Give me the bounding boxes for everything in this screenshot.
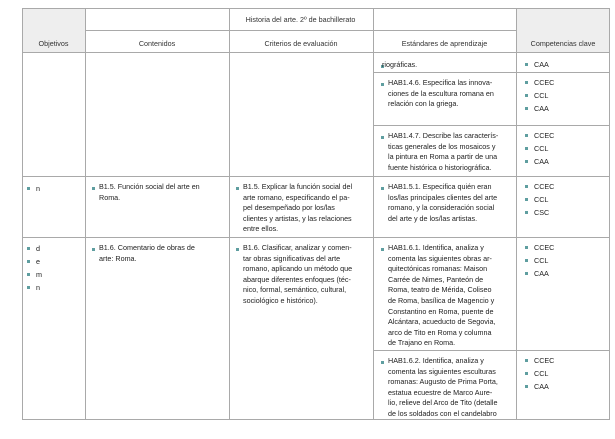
bullet-icon — [381, 248, 384, 251]
bullet-icon — [92, 248, 95, 251]
competencia-item: CCEC — [525, 356, 554, 367]
col-divider — [22, 8, 23, 420]
bullet-icon — [525, 94, 528, 97]
row-divider — [22, 176, 610, 177]
competencia-item: CCL — [525, 256, 548, 267]
col-divider — [229, 8, 230, 420]
estandar-text: HAB1.5.1. Especifica quién eran los/las principales clientes del arte romano, y la consideración social del arte y de los/las artistas. — [388, 182, 498, 223]
bullet-icon — [27, 260, 30, 263]
row-divider — [373, 72, 610, 73]
header-contenidos: Contenidos — [138, 39, 176, 48]
objetivo-item: n — [27, 283, 40, 294]
competencia-item: CCL — [525, 144, 548, 155]
bullet-icon — [525, 211, 528, 214]
bullet-icon — [381, 361, 384, 364]
competencia-item: CAA — [525, 157, 549, 168]
bullet-icon — [236, 248, 239, 251]
competencia-item: CSC — [525, 208, 549, 219]
competencia-item: CCL — [525, 91, 548, 102]
competencia-item: CAA — [525, 104, 549, 115]
contenido-text: B1.5. Función social del arte en Roma. — [99, 182, 200, 202]
bullet-icon — [381, 83, 384, 86]
header-estandares: Estándares de aprendizaje — [401, 39, 488, 48]
bullet-icon — [525, 81, 528, 84]
contenido-text: B1.6. Comentario de obras de arte: Roma. — [99, 243, 195, 263]
header-criterios: Criterios de evaluación — [264, 39, 338, 48]
row-divider — [373, 125, 610, 126]
bullet-icon — [525, 185, 528, 188]
bullet-icon — [525, 359, 528, 362]
estandar-text: HAB1.4.6. Especifica las innova- ciones de la escultura romana en relación con la griega. — [388, 78, 494, 109]
bullet-icon — [525, 246, 528, 249]
objetivo-item: n — [27, 184, 40, 195]
col-divider — [609, 8, 610, 420]
competencia-item: CCL — [525, 369, 548, 380]
competencia-item: CAA — [525, 269, 549, 280]
col-divider — [373, 8, 374, 420]
col-divider — [516, 8, 517, 420]
header-objetivos: Objetivos — [38, 39, 69, 48]
row-divider — [22, 8, 610, 9]
estandar-text: HAB1.4.7. Describe las caracterís- ticas generales de los mosaicos y la pintura en Roma a partir de una fuente histórica o historiográfica. — [388, 131, 499, 172]
bullet-icon — [525, 385, 528, 388]
competencia-item: CCL — [525, 195, 548, 206]
competencia-item: CAA — [525, 60, 549, 71]
criterio-text: B1.6. Clasificar, analizar y comen- tar obras significativas del arte romano, aplicando un método que abarque diferentes enfoques (téc- nico, formal, semántico, cultural, sociológico e histórico). — [243, 243, 353, 305]
criterio-text: B1.5. Explicar la función social del arte romano, especificando el pa- pel desempeñado por los/las clientes y artistas, y las relaciones entre ellos. — [243, 182, 353, 234]
competencia-item: CCEC — [525, 182, 554, 193]
bullet-icon — [236, 187, 239, 190]
row-divider — [373, 350, 610, 351]
bullet-icon — [525, 272, 528, 275]
bullet-icon — [525, 134, 528, 137]
bullet-icon — [27, 286, 30, 289]
competencia-item: CCEC — [525, 243, 554, 254]
bullet-icon — [381, 136, 384, 139]
row-divider — [22, 52, 610, 53]
bullet-icon — [92, 187, 95, 190]
bullet-icon — [525, 372, 528, 375]
bullet-icon — [525, 198, 528, 201]
header-competencias: Competencias clave — [530, 39, 596, 48]
objetivo-item: d — [27, 244, 40, 255]
row-divider — [85, 30, 516, 31]
competencia-item: CCEC — [525, 78, 554, 89]
row-divider — [22, 237, 610, 238]
row-divider — [22, 419, 610, 420]
competencia-item: CAA — [525, 382, 549, 393]
curriculum-table — [22, 8, 610, 420]
estandar-text: HAB1.6.1. Identifica, analiza y comenta las siguientes obras ar- quitectónicas romanas: Maison Carrée de Nimes, Panteón de Roma, teatro de Mérida, Coliseo de Roma, basílica de Magencio y Constantino en Roma, puente de Alcántara, acueducto de Segovia, arco de Tito en Roma y columna de Trajano en Roma. — [388, 243, 496, 348]
bullet-icon — [525, 259, 528, 262]
bullet-icon — [525, 107, 528, 110]
bullet-icon — [381, 187, 384, 190]
objetivo-item: e — [27, 257, 40, 268]
bullet-icon — [27, 273, 30, 276]
col-divider — [85, 8, 86, 420]
bullet-icon — [27, 247, 30, 250]
objetivo-item: m — [27, 270, 42, 281]
bullet-icon — [525, 63, 528, 66]
bullet-icon — [525, 160, 528, 163]
table-title: Historia del arte. 2º de bachillerato — [245, 15, 356, 24]
bullet-icon — [525, 147, 528, 150]
competencia-item: CCEC — [525, 131, 554, 142]
estandar-text: HAB1.6.2. Identifica, analiza y comenta las siguientes esculturas romanas: Augusto de Prima Porta, estatua ecuestre de Marco Aure- lio, relieve del Arco de Tito (detalle de los soldados con el candelabro — [388, 356, 498, 418]
estandar-text: riográficas. — [382, 60, 418, 69]
bullet-icon — [27, 187, 30, 190]
